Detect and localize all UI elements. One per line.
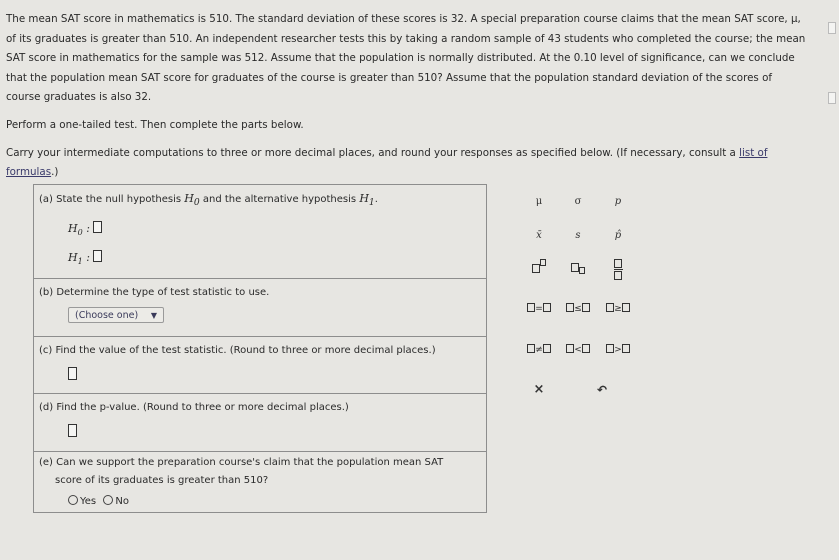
no-label: No <box>115 496 129 507</box>
h1-subscript: 1 <box>368 197 375 209</box>
placeholder-box-icon <box>532 264 540 273</box>
not-equal-symbol: ≠ <box>535 345 543 355</box>
fraction-icon <box>614 259 623 280</box>
placeholder-box-icon <box>582 344 590 353</box>
numerator-box-icon <box>614 259 622 268</box>
not-equal-button[interactable] <box>519 340 559 360</box>
less-equal-symbol: ≤ <box>574 304 582 314</box>
part-c <box>34 337 486 394</box>
p-value-input[interactable] <box>68 424 77 437</box>
greater-equal-button[interactable] <box>598 299 638 319</box>
part-a-text-1: (a) State the null hypothesis <box>39 194 185 205</box>
alternative-hypothesis-row <box>68 250 102 269</box>
part-a-text-end: . <box>374 194 378 205</box>
equals-button[interactable] <box>519 299 559 319</box>
subscript-button[interactable] <box>558 259 598 279</box>
xbar-button[interactable]: x̄ <box>536 230 542 241</box>
question-parts-panel <box>33 184 487 513</box>
superscript-button[interactable] <box>519 259 559 279</box>
part-e <box>34 452 486 512</box>
no-option[interactable] <box>103 496 129 507</box>
instructions-text: Carry your intermediate computations to three or more decimal places, and round your responses as specified below. (If necessary, consult a <box>6 146 740 159</box>
subscript-box-icon <box>579 267 585 274</box>
scrollbar-fragment[interactable] <box>828 22 836 34</box>
part-e-prompt-line-1: (e) Can we support the preparation course's claim that the population mean SAT <box>39 457 444 468</box>
part-a-prompt <box>39 191 378 210</box>
test-statistic-dropdown[interactable] <box>68 307 164 323</box>
h1-colon: : <box>86 251 90 264</box>
part-d <box>34 394 486 452</box>
part-b <box>34 279 486 337</box>
h1-letter: H <box>359 192 369 205</box>
phat-button[interactable]: p̂ <box>614 230 622 241</box>
less-than-symbol: < <box>574 345 582 355</box>
h0-colon: : <box>86 222 90 235</box>
part-d-prompt: (d) Find the p-value. (Round to three or more decimal places.) <box>39 402 349 413</box>
problem-paragraph-2: Perform a one-tailed test. Then complete the parts below. <box>6 118 304 131</box>
symbol-palette <box>495 184 650 414</box>
undo-button[interactable]: ↶ <box>596 383 608 397</box>
alternative-hypothesis-input[interactable] <box>93 250 102 262</box>
yes-label: Yes <box>80 496 97 507</box>
yes-option[interactable] <box>68 496 96 507</box>
less-equal-button[interactable] <box>558 299 598 319</box>
part-e-prompt-line-2: score of its graduates is greater than 510? <box>55 475 269 486</box>
problem-statement <box>6 10 806 183</box>
placeholder-box-icon <box>571 263 579 272</box>
problem-paragraph-3 <box>6 144 806 183</box>
fraction-bar-icon <box>614 269 623 270</box>
sigma-button[interactable]: σ <box>574 196 582 207</box>
h1-label-sub: 1 <box>77 257 83 267</box>
problem-paragraph-1: The mean SAT score in mathematics is 510. The standard deviation of these scores is 32. A special preparation course claims that the mean SAT score, μ, of its graduates is greater than 510. An independent researcher tests this by taking a random sample of 43 students who completed the course; the mean SAT score in mathematics for the sample was 512. Assume that the population is normally distributed. At the 0.10 level of significance, can we conclude that the population mean SAT score for graduates of the course is greater than 510? Assume that the population standard deviation of the scores of course graduates is also 32. <box>6 13 806 104</box>
placeholder-box-icon <box>582 303 590 312</box>
chevron-down-icon: ▼ <box>150 311 157 320</box>
mu-button[interactable]: μ <box>535 196 543 207</box>
part-a-text-2: and the alternative hypothesis <box>199 194 360 205</box>
h0-letter: H <box>184 192 194 205</box>
placeholder-box-icon <box>543 344 551 353</box>
superscript-box-icon <box>540 259 546 266</box>
scrollbar-fragment[interactable] <box>828 92 836 104</box>
greater-than-symbol: > <box>614 345 622 355</box>
placeholder-box-icon <box>622 303 630 312</box>
placeholder-box-icon <box>543 303 551 312</box>
s-button[interactable]: s <box>575 230 581 241</box>
h0-label-sub: 0 <box>77 228 83 238</box>
dropdown-value: (Choose one) <box>75 310 139 321</box>
radio-icon <box>103 495 113 505</box>
greater-equal-symbol: ≥ <box>614 304 622 314</box>
placeholder-box-icon <box>622 344 630 353</box>
p-button[interactable]: p <box>614 196 622 207</box>
radio-icon <box>68 495 78 505</box>
greater-than-button[interactable] <box>598 340 638 360</box>
h0-symbol <box>184 192 200 209</box>
list-of-formulas-link[interactable]: list of formulas <box>6 146 768 179</box>
part-a <box>34 185 486 279</box>
test-statistic-input[interactable] <box>68 367 77 380</box>
support-claim-options <box>68 494 133 509</box>
h0-subscript: 0 <box>193 197 200 209</box>
h0-label: H <box>68 222 78 235</box>
clear-button[interactable]: × <box>533 382 545 397</box>
h1-symbol <box>359 192 375 209</box>
instructions-end: .) <box>51 166 59 179</box>
null-hypothesis-input[interactable] <box>93 221 102 233</box>
denominator-box-icon <box>614 271 622 280</box>
part-c-prompt: (c) Find the value of the test statistic. (Round to three or more decimal places.) <box>39 345 436 356</box>
equals-symbol: = <box>535 304 543 314</box>
h1-label: H <box>68 251 78 264</box>
less-than-button[interactable] <box>558 340 598 360</box>
part-b-prompt: (b) Determine the type of test statistic to use. <box>39 287 270 298</box>
fraction-button[interactable] <box>598 259 638 279</box>
null-hypothesis-row <box>68 221 102 240</box>
